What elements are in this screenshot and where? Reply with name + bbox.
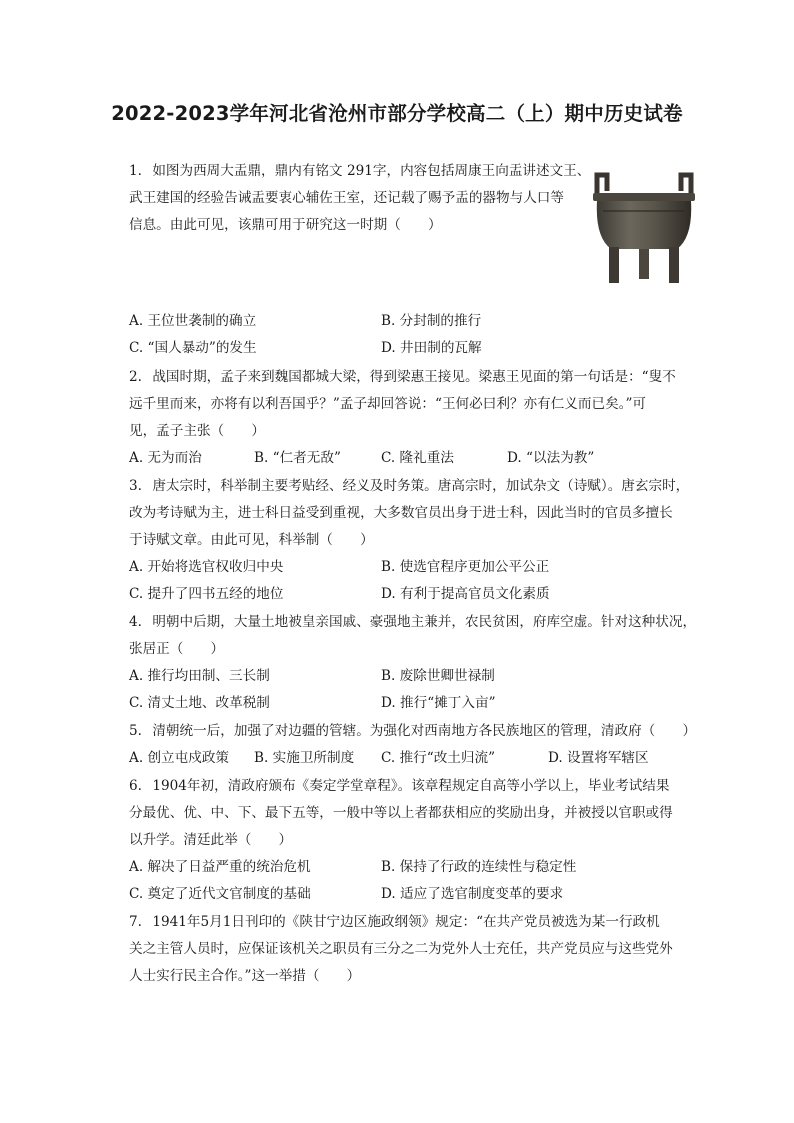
q2-option-a: A. 无为而治 — [129, 450, 202, 466]
q4-line-1 — [129, 613, 696, 631]
q1-option-a: A. 王位世袭制的确立 — [129, 313, 257, 329]
q6-option-a: A. 解决了日益严重的统治危机 — [129, 859, 311, 875]
q4-line-2: 张居正（ ） — [129, 641, 225, 657]
q3-line-3: 于诗赋文章。由此可见，科举制（ ） — [129, 532, 374, 548]
q6-option-d: D. 适应了选官制度变革的要求 — [381, 886, 564, 902]
page-title: 2022-2023学年河北省沧州市部分学校高二（上）期中历史试卷 — [111, 102, 683, 125]
q5-option-d: D. 设置将军辖区 — [548, 750, 649, 766]
q5-text-1: 清朝统一后，加强了对边疆的管辖。为强化对西南地方各民族地区的管理，清政府（ ） — [152, 723, 697, 739]
q1-option-c: C. “国人暴动”的发生 — [129, 340, 257, 356]
q3-number: 3. — [129, 478, 142, 494]
q2-line-3: 见，孟子主张（ ） — [129, 423, 265, 439]
q2-text-1: 战国时期，孟子来到魏国都城大梁，得到梁惠王接见。梁惠王见面的第一句话是：“叟不 — [152, 369, 676, 385]
q1-line-3: 信息。由此可见，该鼎可用于研究这一时期（ ） — [129, 217, 442, 233]
q1-line-2: 武王建国的经验告诫盂要衷心辅佐王室，还记载了赐予盂的器物与人口等 — [129, 190, 564, 206]
q7-line-2: 关之主管人员时，应保证该机关之职员有三分之二为党外人士充任，共产党员应与这些党外 — [129, 941, 673, 957]
q2-option-c: C. 隆礼重法 — [381, 450, 454, 466]
q4-option-b: B. 废除世卿世禄制 — [381, 668, 495, 684]
q5-number: 5. — [129, 723, 142, 739]
q2-line-2: 远千里而来，亦将有以利吾国乎？”孟子却回答说：“王何必曰利？亦有仁义而已矣。”可 — [129, 396, 647, 412]
q7-line-1 — [129, 913, 660, 931]
q2-option-d: D. “以法为教” — [507, 450, 595, 466]
q3-option-b: B. 使选官程序更加公平公正 — [381, 559, 550, 575]
q4-text-1: 明朝中后期，大量土地被皇亲国戚、豪强地主兼并，农民贫困，府库空虚。针对这种状况， — [152, 614, 697, 630]
q7-text-1: 1941年5月1日刊印的《陕甘宁边区施政纲领》规定：“在共产党员被选为某一行政机 — [152, 914, 660, 930]
q3-option-d: D. 有利于提高官员文化素质 — [381, 586, 550, 602]
q3-option-c: C. 提升了四书五经的地位 — [129, 586, 284, 602]
q4-number: 4. — [129, 614, 142, 630]
q3-option-a: A. 开始将选官权收归中央 — [129, 559, 284, 575]
q6-option-c: C. 奠定了近代文官制度的基础 — [129, 886, 311, 902]
q3-line-1 — [129, 477, 689, 495]
q7-number: 7. — [129, 914, 142, 930]
q4-option-a: A. 推行均田制、三长制 — [129, 668, 270, 684]
q7-line-3: 人士实行民主合作。”这一举措（ ） — [129, 968, 361, 984]
bronze-ding-image — [589, 167, 699, 287]
q3-line-2: 改为考诗赋为主，进士科日益受到重视，大多数官员出身于进士科，因此当时的官员多擅长 — [129, 505, 673, 521]
q1-text-1: 如图为西周大盂鼎，鼎内有铭文 291字，内容包括周康王向盂讲述文王、 — [152, 163, 591, 179]
q5-line-1 — [129, 722, 696, 740]
q5-option-a: A. 创立屯戍政策 — [129, 750, 230, 766]
q1-option-d: D. 井田制的瓦解 — [381, 340, 482, 356]
q1-number: 1. — [129, 163, 142, 179]
ding-illustration — [589, 167, 699, 287]
q6-line-2: 分最优、优、中、下、最下五等，一般中等以上者都获相应的奖励出身，并被授以官职或得 — [129, 805, 673, 821]
q6-line-3: 以升学。清廷此举（ ） — [129, 832, 293, 848]
q6-text-1: 1904年初，清政府颁布《奏定学堂章程》。该章程规定自高等小学以上，毕业考试结果 — [152, 778, 670, 794]
q6-number: 6. — [129, 778, 142, 794]
q6-option-b: B. 保持了行政的连续性与稳定性 — [381, 859, 577, 875]
q3-text-1: 唐太宗时，科举制主要考贴经、经义及时务策。唐高宗时，加试杂文（诗赋）。唐玄宗时， — [152, 478, 690, 494]
q4-option-c: C. 清丈土地、改革税制 — [129, 695, 270, 711]
q2-option-b: B. “仁者无敌” — [254, 450, 341, 466]
q2-line-1 — [129, 368, 676, 386]
q2-number: 2. — [129, 369, 142, 385]
q4-option-d: D. 推行“摊丁入亩” — [381, 695, 496, 711]
q1-option-b: B. 分封制的推行 — [381, 313, 482, 329]
q1-line-1 — [129, 162, 590, 180]
q6-line-1 — [129, 777, 669, 795]
q5-option-c: C. 推行“改土归流” — [381, 750, 496, 766]
q5-option-b: B. 实施卫所制度 — [254, 750, 355, 766]
